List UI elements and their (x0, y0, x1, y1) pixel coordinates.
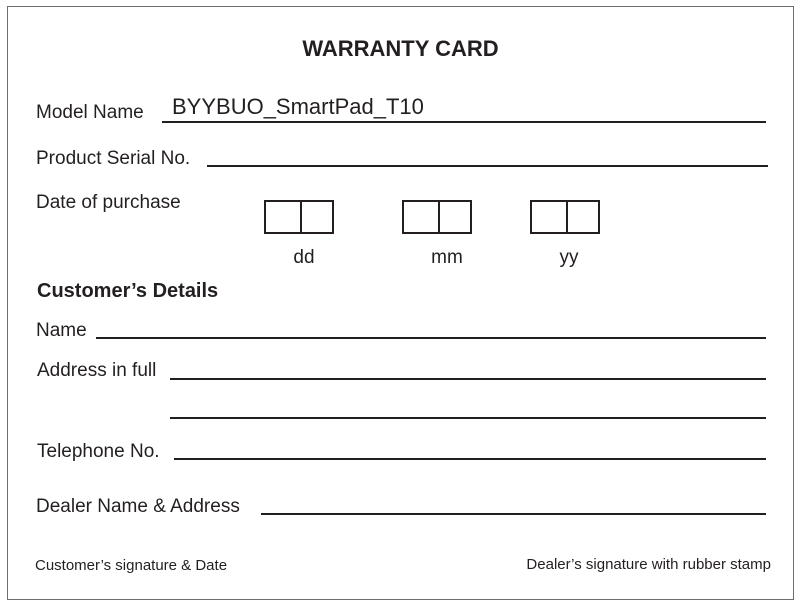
customer-signature-label: Customer’s signature & Date (35, 557, 228, 574)
month-unit-label: mm (431, 247, 463, 268)
month-box[interactable] (402, 200, 472, 234)
address-line-1[interactable] (170, 378, 766, 380)
dealer-label: Dealer Name & Address (36, 496, 240, 517)
telephone-line[interactable] (174, 458, 766, 460)
date-label: Date of purchase (36, 192, 181, 213)
day-unit-label: dd (293, 247, 315, 268)
address-label: Address in full (37, 360, 157, 381)
serial-label: Product Serial No. (36, 148, 191, 169)
model-name-line (162, 121, 766, 123)
name-line[interactable] (96, 337, 766, 339)
address-line-2[interactable] (170, 417, 766, 419)
customer-details-heading: Customer’s Details (37, 280, 219, 302)
serial-line[interactable] (207, 165, 768, 167)
year-unit-label: yy (559, 247, 579, 268)
year-box[interactable] (530, 200, 600, 234)
card-title: WARRANTY CARD (302, 36, 499, 61)
name-label: Name (36, 320, 87, 341)
dealer-line[interactable] (261, 513, 766, 515)
dealer-signature-label: Dealer’s signature with rubber stamp (526, 556, 771, 573)
model-name-label: Model Name (36, 102, 144, 123)
day-box[interactable] (264, 200, 334, 234)
model-name-value[interactable]: BYYBUO_SmartPad_T10 (172, 94, 424, 119)
telephone-label: Telephone No. (37, 441, 160, 462)
